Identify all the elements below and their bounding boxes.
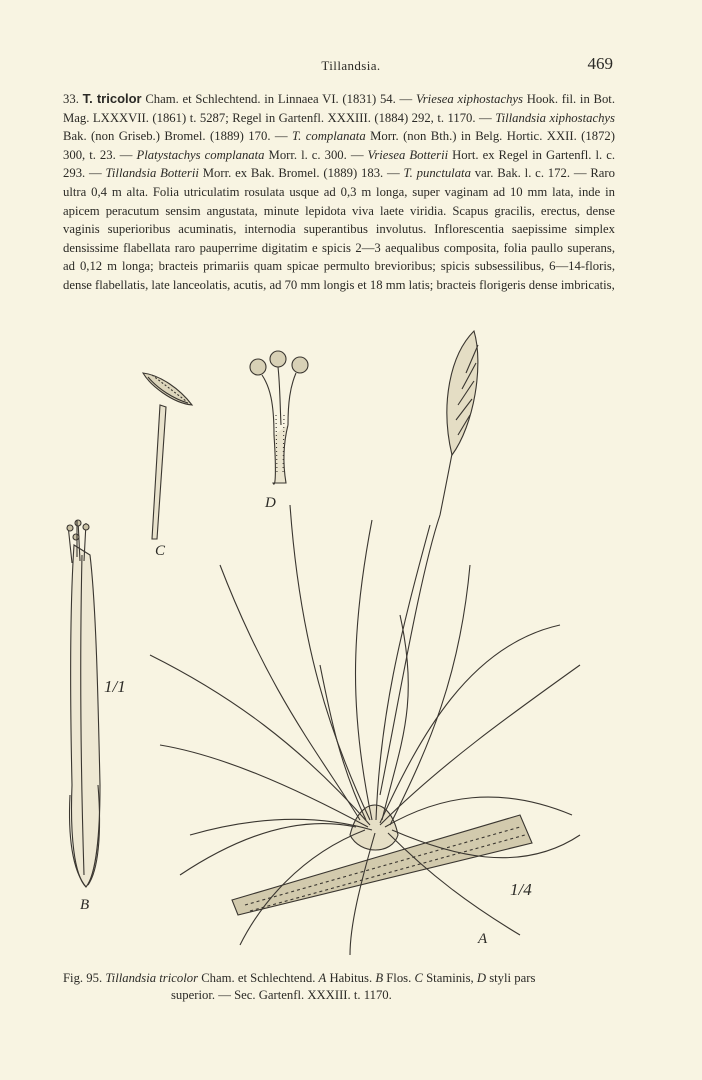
- stamen-drawing: [143, 373, 192, 539]
- synonym: Tillandsia xiphostachys: [495, 110, 615, 125]
- caption-letter: A: [318, 971, 327, 985]
- caption-figure-number: Fig. 95.: [63, 971, 103, 985]
- caption-letter: D: [476, 971, 487, 985]
- citation-text: Morr. (non Bth.) in Belg. Hortic. XXII. (1872) 300, t. 23. —: [63, 129, 615, 162]
- caption-letter: B: [375, 971, 384, 985]
- description-text: var. Bak. l. c. 172. — Raro ultra 0,4 m alta. Folia utriculatim rosulata usque ad 0,3 m longa, super vaginam ad 10 mm lata, inde in apicem peracutum sensim angustata, minute lepidota viva laete viridia. Scapus gracilis, erectus, dense vaginis superioribus acuminatis, internodia superantibus involutus. Inflorescentia saepissime simplex densissime flabellata raro pauperrime digitatim e spicis 2—3 aequalibus composita, folia paullo superans, ad 0,12 m longa; bracteis primariis quam spicae permulto brevioribus; spicis subsessilibus, 6—14-floris, dense flabellatis, late lanceolatis, acutis, ad 70 mm longis et 18 mm latis; bracteis florigeris dense imbricatis,: [63, 166, 616, 292]
- style-drawing: [250, 351, 308, 484]
- citation-text: Cham. et Schlechtend. in Linnaea VI. (1831) 54. —: [141, 92, 416, 106]
- description-paragraph: [63, 90, 615, 295]
- citation-text: Morr. l. c. 300. —: [264, 147, 368, 162]
- citation-text: Morr. ex Bak. Bromel. (1889) 183. —: [198, 166, 404, 181]
- habit-drawing: [150, 331, 580, 955]
- synonym: Vriesea Botterii: [367, 147, 449, 162]
- scale-label-a: 1/4: [510, 880, 532, 899]
- caption-text: Habitus.: [326, 971, 376, 985]
- scale-label-b: 1/1: [104, 677, 126, 696]
- synonym: T. complanata: [292, 129, 366, 144]
- figure-label-a: A: [478, 931, 488, 947]
- running-title: Tillandsia.: [321, 58, 381, 73]
- citation-text: Hook. fil. in Bot. Mag. LXXXVII. (1861) t. 5287; Regel in Gartenfl. XXXIII. (1884) 292, t. 1170. —: [63, 92, 616, 125]
- figure-label-d: D: [265, 495, 276, 511]
- page-number: 469: [587, 54, 613, 73]
- figure-caption: [63, 970, 615, 1004]
- synonym: Tillandsia Botterii: [105, 166, 199, 181]
- caption-line-1: [63, 970, 615, 987]
- caption-letter: C: [414, 971, 423, 985]
- caption-text: Flos.: [383, 971, 415, 985]
- entry-number: 33.: [63, 92, 79, 106]
- flower-drawing: [67, 520, 100, 887]
- species-description: [63, 90, 615, 295]
- caption-text: Staminis,: [422, 971, 477, 985]
- caption-text: styli pars: [486, 971, 536, 985]
- caption-species: Tillandsia tricolor: [105, 971, 199, 985]
- figure-label-b: B: [80, 897, 90, 913]
- synonym: Vriesea xiphostachys: [415, 92, 523, 106]
- citation-text: Hort. ex Regel in Gartenfl. l. c. 293. —: [63, 147, 615, 181]
- caption-author: Cham. et Schlechtend.: [198, 971, 319, 985]
- taxon-name: T. tricolor: [82, 91, 142, 106]
- botanical-figure: [0, 315, 702, 965]
- synonym: Platystachys complanata: [136, 147, 265, 162]
- synonym: T. punctulata: [403, 166, 471, 181]
- figure-label-c: C: [155, 543, 166, 559]
- citation-text: Bak. (non Griseb.) Bromel. (1889) 170. —: [63, 129, 293, 144]
- figure-drawing: [0, 315, 702, 965]
- caption-line-2: superior. — Sec. Gartenfl. XXXIII. t. 1170.: [171, 988, 392, 1002]
- running-head: [0, 54, 702, 78]
